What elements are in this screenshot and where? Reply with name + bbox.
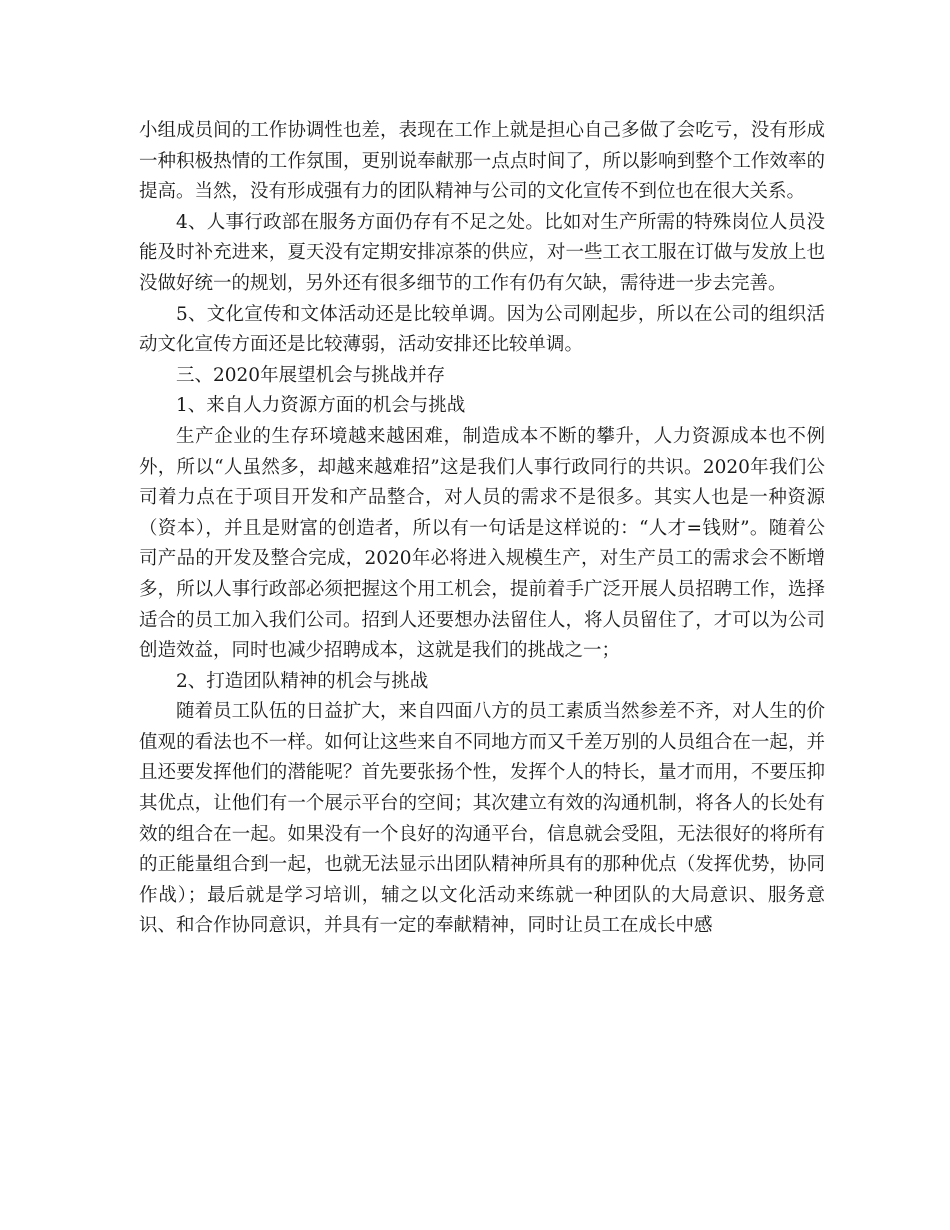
document-page	[139, 116, 825, 942]
paragraph-service-shortcomings: 4、人事行政部在服务方面仍存有不足之处。比如对生产所需的特殊岗位人员没能及时补充进来，夏天没有定期安排凉茶的供应，对一些工衣工服在订做与发放上也没做好统一的规划，另外还有很多细节的工作有仍有欠缺，需待进一步去完善。	[139, 211, 825, 294]
paragraph-culture-activities: 5、文化宣传和文体活动还是比较单调。因为公司刚起步，所以在公司的组织活动文化宣传方面还是比较薄弱，活动安排还比较单调。	[139, 303, 825, 356]
paragraph-hr-challenges: 生产企业的生存环境越来越困难，制造成本不断的攀升，人力资源成本也不例外，所以“人虽然多，却越来越难招”这是我们人事行政同行的共识。2020年我们公司着力点在于项目开发和产品整合，对人员的需求不是很多。其实人也是一种资源（资本），并且是财富的创造者，所以有一句话是这样说的：“人才=钱财”。随着公司产品的开发及整合完成，2020年必将进入规模生产，对生产员工的需求会不断增多，所以人事行政部必须把握这个用工机会，提前着手广泛开展人员招聘工作，选择适合的员工加入我们公司。招到人还要想办法留住人，将人员留住了，才可以为公司创造效益，同时也减少招聘成本，这就是我们的挑战之一；	[139, 425, 825, 662]
paragraph-team-spirit: 随着员工队伍的日益扩大，来自四面八方的员工素质当然参差不齐，对人生的价值观的看法也不一样。如何让这些来自不同地方而又千差万别的人员组合在一起，并且还要发挥他们的潜能呢？首先要张扬个性，发挥个人的特长，量才而用，不要压抑其优点，让他们有一个展示平台的空间；其次建立有效的沟通机制，将各人的长处有效的组合在一起。如果没有一个良好的沟通平台，信息就会受阻，无法很好的将所有的正能量组合到一起，也就无法显示出团队精神所具有的那种优点（发挥优势，协同作战）；最后就是学习培训，辅之以文化活动来练就一种团队的大局意识、服务意识、和合作协同意识，并具有一定的奉献精神，同时让员工在成长中感	[139, 701, 825, 937]
paragraph-continuation: 小组成员间的工作协调性也差，表现在工作上就是担心自己多做了会吃亏，没有形成一种积极热情的工作氛围，更别说奉献那一点点时间了，所以影响到整个工作效率的提高。当然，没有形成强有力的团队精神与公司的文化宣传不到位也在很大关系。	[139, 120, 825, 203]
subheading-team-spirit: 2、打造团队精神的机会与挑战	[176, 670, 429, 692]
section-heading-outlook: 三、2020年展望机会与挑战并存	[176, 364, 446, 386]
subheading-hr-opportunities: 1、来自人力资源方面的机会与挑战	[176, 395, 466, 417]
